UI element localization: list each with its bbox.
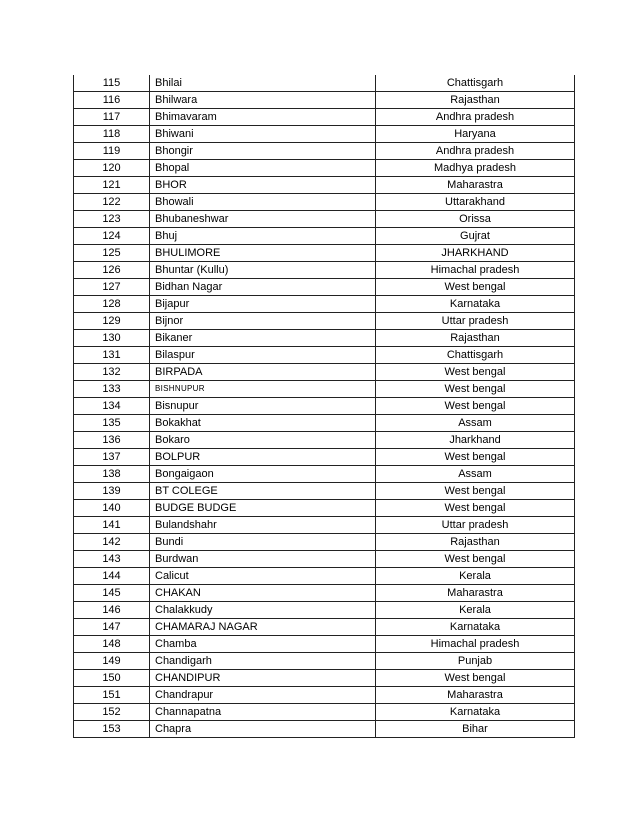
state-name: Chattisgarh	[376, 347, 575, 364]
table-row	[74, 211, 575, 228]
city-name: Chandrapur	[150, 687, 376, 704]
row-number: 143	[74, 551, 150, 568]
city-state-table	[73, 75, 575, 738]
row-number: 128	[74, 296, 150, 313]
state-name: Maharastra	[376, 585, 575, 602]
row-number: 136	[74, 432, 150, 449]
state-name: Bihar	[376, 721, 575, 738]
state-name: Andhra pradesh	[376, 109, 575, 126]
state-name: Assam	[376, 415, 575, 432]
row-number: 138	[74, 466, 150, 483]
state-name: Gujrat	[376, 228, 575, 245]
state-name: West bengal	[376, 398, 575, 415]
state-name: Kerala	[376, 568, 575, 585]
table-row	[74, 551, 575, 568]
city-name: Bhilai	[150, 75, 376, 92]
table-row	[74, 160, 575, 177]
table-row	[74, 109, 575, 126]
row-number: 131	[74, 347, 150, 364]
state-name: West bengal	[376, 483, 575, 500]
city-name: CHAKAN	[150, 585, 376, 602]
city-name: CHAMARAJ NAGAR	[150, 619, 376, 636]
row-number: 141	[74, 517, 150, 534]
city-name: BUDGE BUDGE	[150, 500, 376, 517]
state-name: Uttarakhand	[376, 194, 575, 211]
row-number: 144	[74, 568, 150, 585]
table-row	[74, 568, 575, 585]
state-name: Karnataka	[376, 704, 575, 721]
state-name: Assam	[376, 466, 575, 483]
state-name: Rajasthan	[376, 92, 575, 109]
city-name: Bhopal	[150, 160, 376, 177]
table-row	[74, 245, 575, 262]
row-number: 150	[74, 670, 150, 687]
city-name: Bhiwani	[150, 126, 376, 143]
table-row	[74, 585, 575, 602]
row-number: 145	[74, 585, 150, 602]
table-row	[74, 449, 575, 466]
table-row	[74, 517, 575, 534]
row-number: 121	[74, 177, 150, 194]
row-number: 127	[74, 279, 150, 296]
table-row	[74, 483, 575, 500]
row-number: 118	[74, 126, 150, 143]
row-number: 117	[74, 109, 150, 126]
row-number: 135	[74, 415, 150, 432]
city-name: Bokaro	[150, 432, 376, 449]
table-body	[74, 75, 575, 738]
city-name: Bhuj	[150, 228, 376, 245]
city-name: Bhongir	[150, 143, 376, 160]
row-number: 132	[74, 364, 150, 381]
city-name: Bijnor	[150, 313, 376, 330]
state-name: Madhya pradesh	[376, 160, 575, 177]
city-name: Bhuntar (Kullu)	[150, 262, 376, 279]
table-row	[74, 262, 575, 279]
state-name: West bengal	[376, 551, 575, 568]
city-name: Chandigarh	[150, 653, 376, 670]
city-name: Bokakhat	[150, 415, 376, 432]
table-row	[74, 126, 575, 143]
city-name: Bhubaneshwar	[150, 211, 376, 228]
table-row	[74, 398, 575, 415]
row-number: 148	[74, 636, 150, 653]
state-name: Andhra pradesh	[376, 143, 575, 160]
state-name: West bengal	[376, 381, 575, 398]
table-row	[74, 670, 575, 687]
table-row	[74, 143, 575, 160]
row-number: 130	[74, 330, 150, 347]
state-name: Uttar pradesh	[376, 313, 575, 330]
city-name: BT COLEGE	[150, 483, 376, 500]
state-name: JHARKHAND	[376, 245, 575, 262]
table-row	[74, 177, 575, 194]
row-number: 126	[74, 262, 150, 279]
city-name: Bongaigaon	[150, 466, 376, 483]
state-name: Rajasthan	[376, 534, 575, 551]
city-name: BOLPUR	[150, 449, 376, 466]
city-name: Bilaspur	[150, 347, 376, 364]
table-row	[74, 466, 575, 483]
table-row	[74, 194, 575, 211]
city-name: BHOR	[150, 177, 376, 194]
state-name: Maharastra	[376, 177, 575, 194]
row-number: 146	[74, 602, 150, 619]
table-row	[74, 330, 575, 347]
row-number: 125	[74, 245, 150, 262]
row-number: 129	[74, 313, 150, 330]
row-number: 120	[74, 160, 150, 177]
row-number: 152	[74, 704, 150, 721]
row-number: 115	[74, 75, 150, 92]
row-number: 147	[74, 619, 150, 636]
state-name: Haryana	[376, 126, 575, 143]
table-row	[74, 415, 575, 432]
city-name: Bundi	[150, 534, 376, 551]
state-name: Uttar pradesh	[376, 517, 575, 534]
state-name: Chattisgarh	[376, 75, 575, 92]
city-name: BIRPADA	[150, 364, 376, 381]
table-row	[74, 381, 575, 398]
state-name: West bengal	[376, 500, 575, 517]
row-number: 153	[74, 721, 150, 738]
row-number: 122	[74, 194, 150, 211]
state-name: West bengal	[376, 449, 575, 466]
city-name: Bidhan Nagar	[150, 279, 376, 296]
row-number: 133	[74, 381, 150, 398]
table-row	[74, 602, 575, 619]
state-name: Rajasthan	[376, 330, 575, 347]
row-number: 142	[74, 534, 150, 551]
state-name: West bengal	[376, 279, 575, 296]
table-row	[74, 636, 575, 653]
table-row	[74, 721, 575, 738]
table-row	[74, 347, 575, 364]
table-row	[74, 432, 575, 449]
city-name: Chapra	[150, 721, 376, 738]
row-number: 151	[74, 687, 150, 704]
state-name: Orissa	[376, 211, 575, 228]
state-name: Kerala	[376, 602, 575, 619]
table-row	[74, 296, 575, 313]
state-name: Karnataka	[376, 619, 575, 636]
table-row	[74, 687, 575, 704]
city-name: Bhimavaram	[150, 109, 376, 126]
state-name: Karnataka	[376, 296, 575, 313]
city-name: Bhilwara	[150, 92, 376, 109]
table-row	[74, 75, 575, 92]
city-name: BHULIMORE	[150, 245, 376, 262]
city-name: Channapatna	[150, 704, 376, 721]
state-name: West bengal	[376, 670, 575, 687]
table-row	[74, 500, 575, 517]
table-row	[74, 619, 575, 636]
row-number: 116	[74, 92, 150, 109]
city-name: Chalakkudy	[150, 602, 376, 619]
table-row	[74, 92, 575, 109]
city-name: Calicut	[150, 568, 376, 585]
row-number: 137	[74, 449, 150, 466]
city-name: Burdwan	[150, 551, 376, 568]
table-row	[74, 534, 575, 551]
city-name: CHANDIPUR	[150, 670, 376, 687]
table-row	[74, 364, 575, 381]
city-name: Bijapur	[150, 296, 376, 313]
row-number: 119	[74, 143, 150, 160]
city-name: Chamba	[150, 636, 376, 653]
city-name: Bisnupur	[150, 398, 376, 415]
city-name: Bhowali	[150, 194, 376, 211]
row-number: 134	[74, 398, 150, 415]
row-number: 124	[74, 228, 150, 245]
city-name: BISHNUPUR	[150, 381, 376, 398]
city-name: Bulandshahr	[150, 517, 376, 534]
table-row	[74, 228, 575, 245]
state-name: Jharkhand	[376, 432, 575, 449]
table-row	[74, 313, 575, 330]
row-number: 123	[74, 211, 150, 228]
state-name: Punjab	[376, 653, 575, 670]
row-number: 140	[74, 500, 150, 517]
city-name: Bikaner	[150, 330, 376, 347]
table-row	[74, 704, 575, 721]
state-name: Himachal pradesh	[376, 262, 575, 279]
table-row	[74, 653, 575, 670]
state-name: Himachal pradesh	[376, 636, 575, 653]
state-name: Maharastra	[376, 687, 575, 704]
table-row	[74, 279, 575, 296]
state-name: West bengal	[376, 364, 575, 381]
row-number: 139	[74, 483, 150, 500]
row-number: 149	[74, 653, 150, 670]
